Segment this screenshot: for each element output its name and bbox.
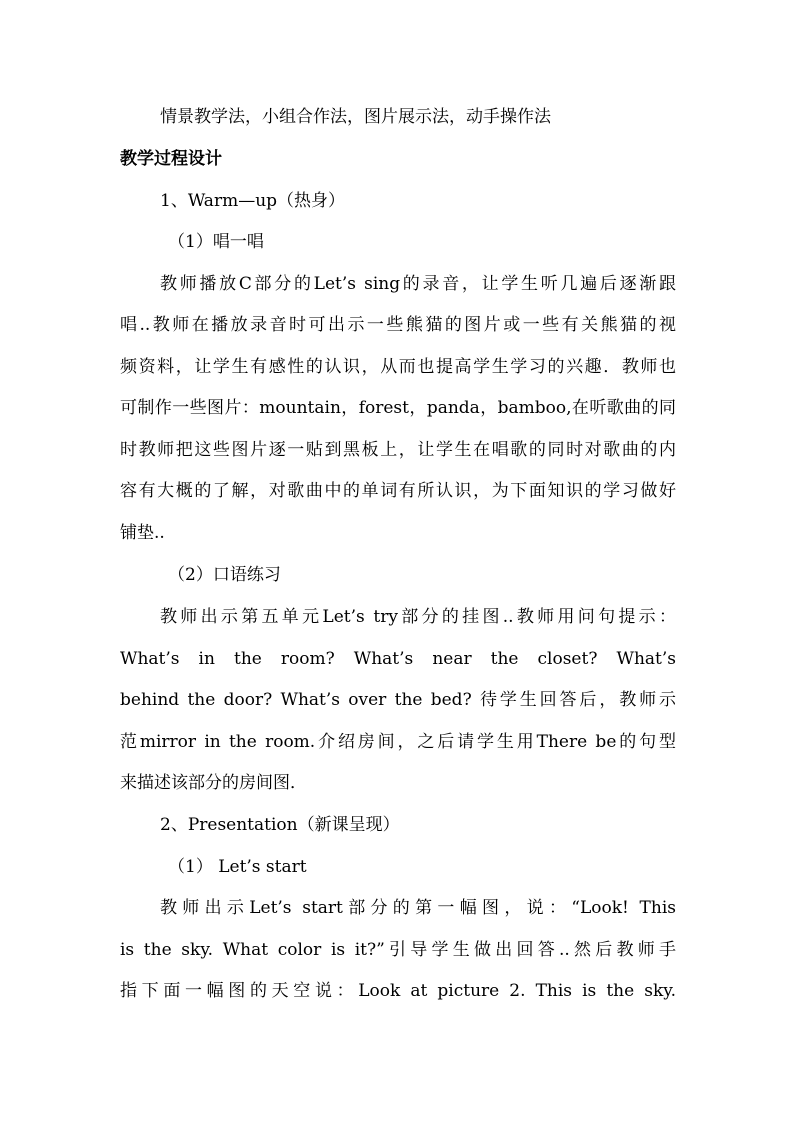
paragraph-1-line: 频资料，让学生有感性的认识，从而也提高学生学习的兴趣．教师也: [120, 357, 676, 377]
paragraph-1-line: 教师播放C部分的Let’s sing的录音，让学生听几遍后逐渐跟: [160, 274, 676, 294]
paragraph-2-line: behind the door? What’s over the bed? 待学生回答后，教师示: [120, 690, 676, 710]
paragraph-1-line: 唱..教师在播放录音时可出示一些熊猫的图片或一些有关熊猫的视: [120, 315, 676, 335]
paragraph-1-line: 容有大概的了解，对歌曲中的单词有所认识，为下面知识的学习做好: [120, 481, 676, 501]
step-1-title: 1、Warm—up（热身）: [160, 191, 346, 211]
paragraph-2-line: 范mirror in the room.介绍房间，之后请学生用There be的句型: [120, 732, 676, 752]
sub-step-3-title: （1） Let’s start: [168, 857, 307, 877]
paragraph-1-line: 可制作一些图片：mountain，forest，panda，bamboo,在听歌曲的同: [120, 398, 676, 418]
teaching-methods-line: 情景教学法，小组合作法，图片展示法，动手操作法: [160, 107, 551, 127]
paragraph-2-line: 教师出示第五单元Let’s try部分的挂图..教师用问句提示：: [160, 607, 676, 627]
sub-step-1-title: （1）唱一唱: [168, 232, 264, 252]
paragraph-3-line: 教师出示Let’s start部分的第一幅图，说：“Look! This: [160, 898, 676, 918]
paragraph-1-line: 时教师把这些图片逐一贴到黑板上，让学生在唱歌的同时对歌曲的内: [120, 440, 676, 460]
step-2-title: 2、Presentation（新课呈现）: [160, 815, 400, 835]
sub-step-2-title: （2）口语练习: [168, 565, 281, 585]
paragraph-3-line: is the sky. What color is it?”引导学生做出回答..然后教师手: [120, 940, 676, 960]
section-title: 教学过程设计: [120, 149, 222, 169]
paragraph-2-line: 来描述该部分的房间图．: [120, 773, 307, 793]
paragraph-2-line: What’s in the room? What’s near the closet? What’s: [120, 649, 676, 669]
paragraph-1-line: 铺垫..: [120, 523, 165, 543]
paragraph-3-line: 指下面一幅图的天空说：Look at picture 2. This is the sky.: [120, 981, 676, 1001]
